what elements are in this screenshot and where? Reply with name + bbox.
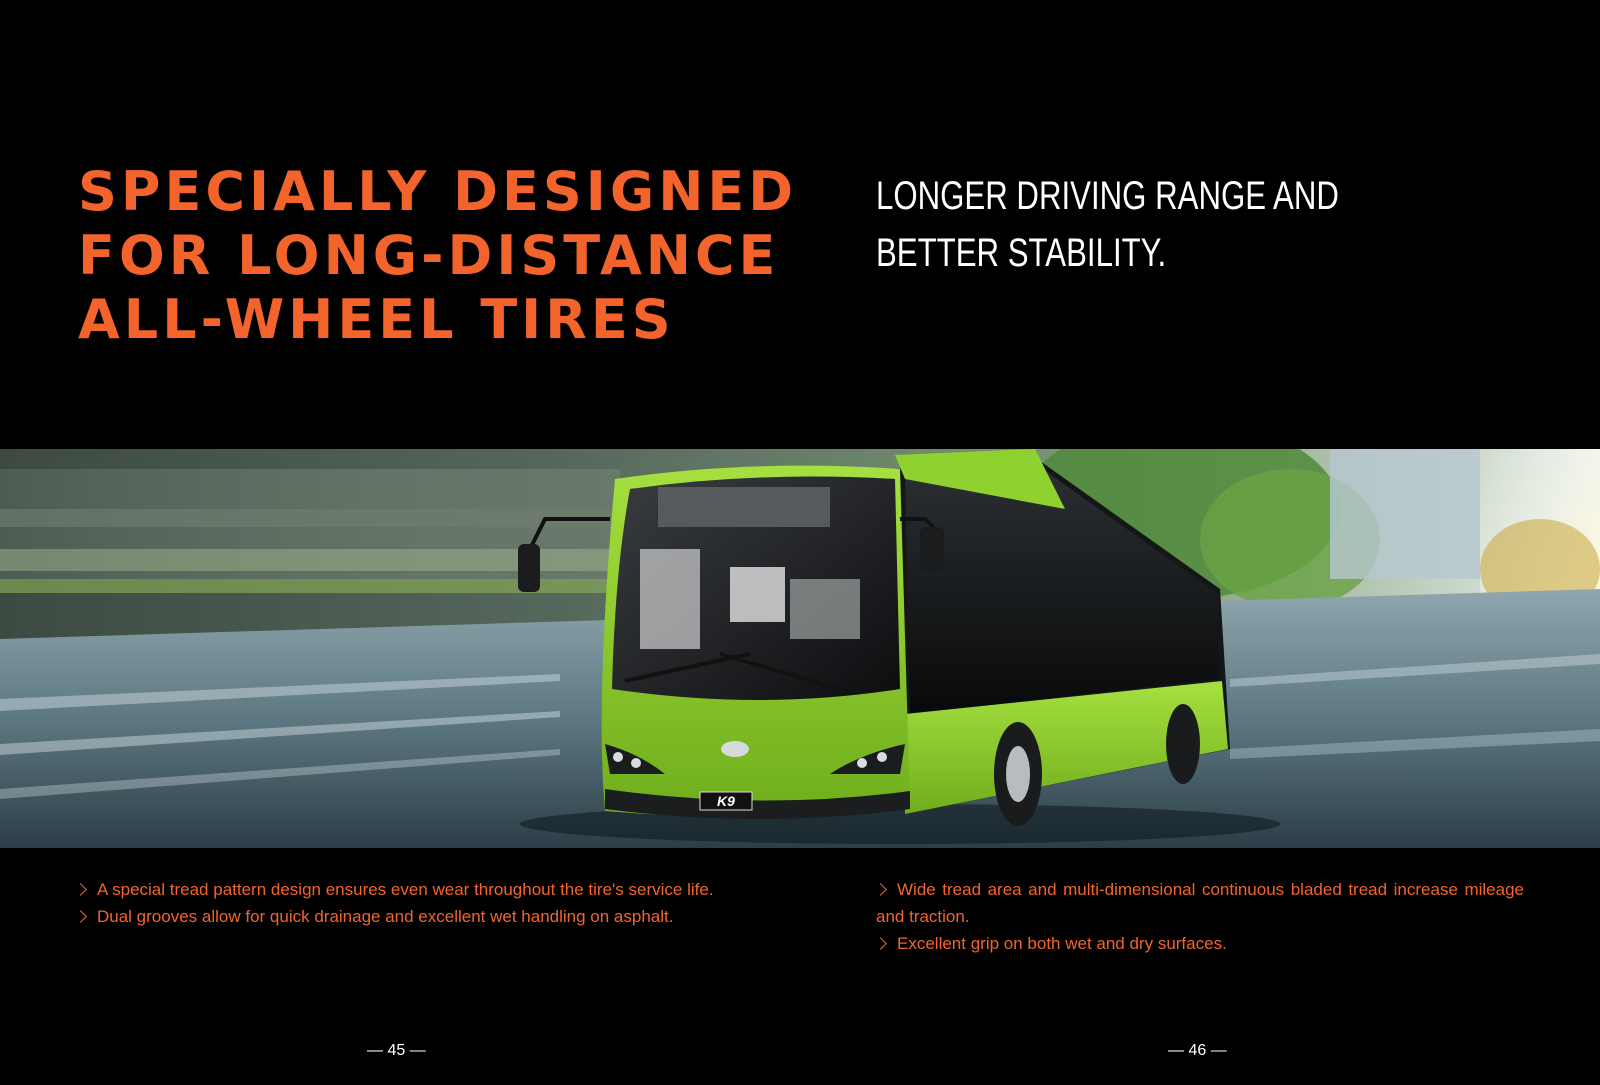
- bullet-text: Excellent grip on both wet and dry surfaces.: [897, 934, 1227, 953]
- subheadline-line-2: BETTER STABILITY.: [876, 231, 1167, 275]
- brand-logo: [721, 741, 749, 757]
- headline-line-3: ALL-WHEEL TIRES: [78, 288, 675, 351]
- chevron-right-icon: [874, 883, 887, 896]
- bus-photo: [0, 449, 1600, 848]
- chevron-right-icon: [74, 910, 87, 923]
- windshield-reflection: [730, 567, 785, 622]
- headline-line-1: SPECIALLY DESIGNED: [78, 160, 798, 223]
- bullet-list-left: [76, 876, 724, 930]
- bullet-item: [76, 903, 724, 930]
- destination-display: [658, 487, 830, 527]
- bullet-text: Dual grooves allow for quick drainage and excellent wet handling on asphalt.: [97, 907, 674, 926]
- windshield-reflection: [640, 549, 700, 649]
- headline-line-2: FOR LONG-DISTANCE: [78, 224, 780, 287]
- chevron-right-icon: [74, 883, 87, 896]
- headlight-lamp: [857, 758, 867, 768]
- plate-text: K9: [717, 793, 735, 809]
- bus-illustration: [0, 449, 1600, 848]
- bullet-text: Wide tread area and multi-dimensional continuous bladed tread increase mileage and traction.: [876, 880, 1524, 926]
- subheadline-line-1: LONGER DRIVING RANGE AND: [876, 174, 1339, 218]
- bus-wheel-hub: [1006, 746, 1030, 802]
- bullet-item: [876, 930, 1524, 957]
- windshield-reflection: [790, 579, 860, 639]
- headlight-lamp: [877, 752, 887, 762]
- page-number-left: — 45 —: [367, 1042, 426, 1059]
- bullet-item: [76, 876, 724, 903]
- headlight-lamp: [613, 752, 623, 762]
- mirror-right: [920, 527, 944, 572]
- headlight-lamp: [631, 758, 641, 768]
- mirror-left: [518, 544, 540, 592]
- bullet-item: [876, 876, 1524, 930]
- page-number-right: — 46 —: [1168, 1042, 1227, 1059]
- chevron-right-icon: [874, 937, 887, 950]
- bus-wheel-rear: [1166, 704, 1200, 784]
- blur-streak: [0, 509, 620, 527]
- bullet-list-right: [876, 876, 1524, 957]
- subheadline: [876, 168, 1339, 282]
- bullet-text: A special tread pattern design ensures even wear throughout the tire's service life.: [97, 880, 714, 899]
- office-building: [1330, 449, 1480, 579]
- headline: [78, 160, 798, 352]
